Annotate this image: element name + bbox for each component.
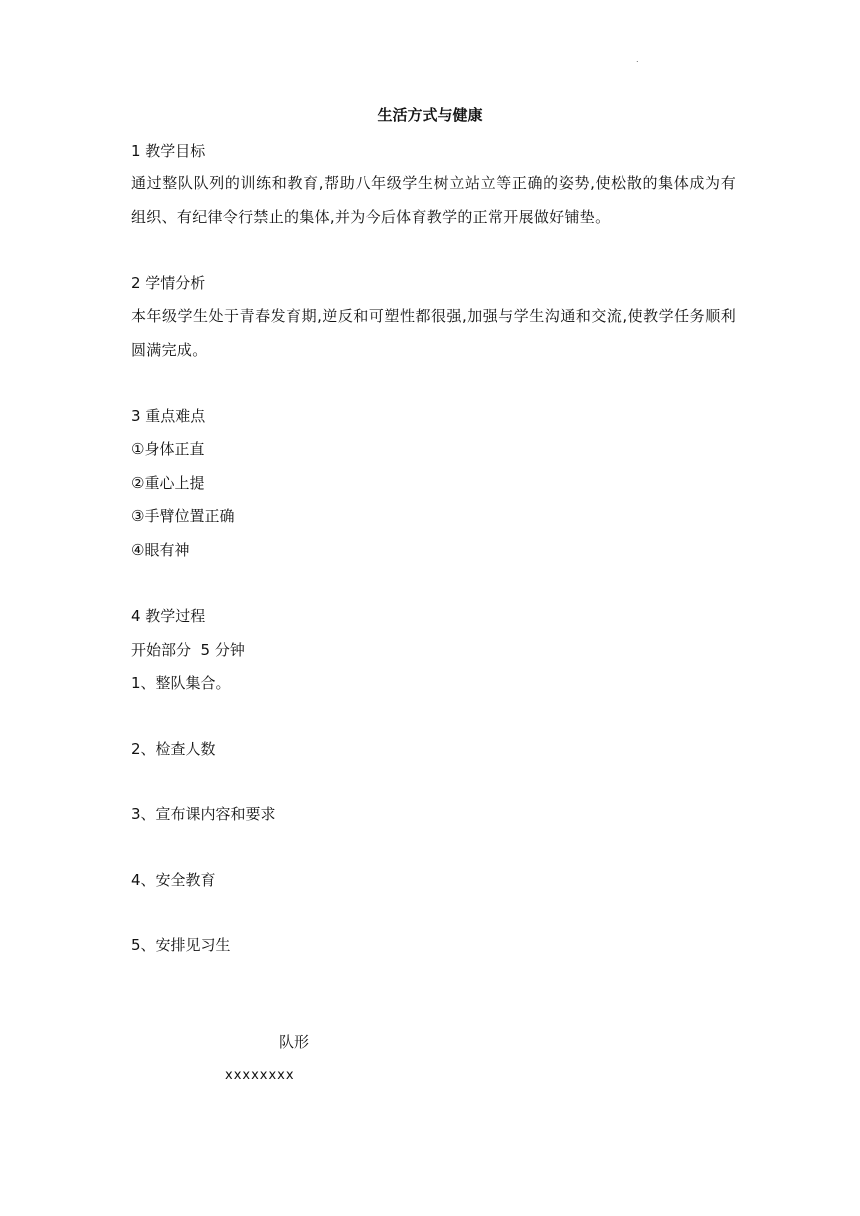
- keypoint-item: ③手臂位置正确: [131, 507, 235, 525]
- analysis-paragraph: 本年级学生处于青春发育期,逆反和可塑性都很强,加强与学生沟通和交流,使教学任务顺利圆满完成。: [131, 307, 736, 359]
- process-step: 4、安全教育: [131, 871, 216, 889]
- document-title: 生活方式与健康: [377, 106, 483, 124]
- process-step: 5、安排见习生: [131, 936, 231, 954]
- section-heading-analysis: 2 学情分析: [131, 274, 206, 292]
- formation-label: 队形: [279, 1033, 310, 1051]
- process-step: 3、宣布课内容和要求: [131, 805, 276, 823]
- process-subheading: 开始部分 5 分钟: [131, 641, 245, 659]
- objectives-paragraph: 通过整队队列的训练和教育,帮助八年级学生树立站立等正确的姿势,使松散的集体成为有组织、有纪律令行禁止的集体,并为今后体育教学的正常开展做好铺垫。: [131, 174, 736, 226]
- process-step: 2、检查人数: [131, 740, 216, 758]
- keypoint-item: ④眼有神: [131, 541, 190, 559]
- process-step: 1、整队集合。: [131, 674, 231, 692]
- section-heading-process: 4 教学过程: [131, 607, 206, 625]
- header-mark: .: [636, 55, 639, 64]
- section-heading-keypoints: 3 重点难点: [131, 407, 206, 425]
- section-heading-objectives: 1 教学目标: [131, 142, 206, 160]
- keypoint-item: ②重心上提: [131, 474, 205, 492]
- formation-row: xxxxxxxx: [225, 1068, 295, 1083]
- keypoint-item: ①身体正直: [131, 440, 205, 458]
